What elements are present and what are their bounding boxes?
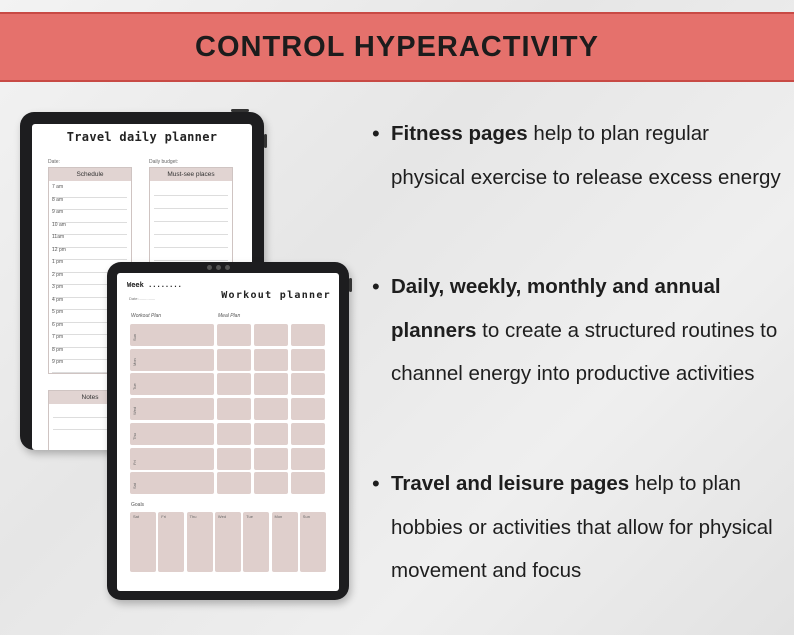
- day-label: Fri: [132, 459, 137, 465]
- meal-cell: [291, 423, 325, 445]
- meal-cell: [217, 423, 251, 445]
- goal-day-label: Fri: [161, 514, 166, 519]
- meal-plan-label: Meal Plan: [218, 313, 241, 319]
- meal-cell: [254, 349, 288, 371]
- schedule-time-row: 3 pm: [52, 284, 127, 298]
- workout-plan-label: Workout Plan: [131, 313, 162, 319]
- line: [154, 208, 228, 209]
- line: [154, 247, 228, 248]
- budget-label: Daily budget:: [149, 159, 179, 165]
- meal-cell: [291, 472, 325, 494]
- tablet-button: [349, 278, 352, 292]
- bullet-text: [391, 462, 781, 593]
- meal-cell: [254, 373, 288, 395]
- bullet-rest: help to plan hobbies or activities that allow for physical movement and focus: [391, 472, 773, 582]
- meal-cell: [254, 472, 288, 494]
- meal-cell: [291, 398, 325, 420]
- bullet-bold: Fitness pages: [391, 122, 528, 145]
- goal-day-label: Mon: [274, 514, 283, 519]
- goal-cell: [272, 512, 298, 572]
- line: [154, 260, 228, 261]
- workout-cell: [130, 349, 214, 371]
- schedule-time-row: 11am: [52, 234, 127, 248]
- day-label: Thu: [132, 432, 137, 440]
- goal-cell: [158, 512, 184, 572]
- tablet-button: [264, 134, 267, 148]
- meal-cell: [217, 324, 251, 346]
- workout-planner-title: Workout planner: [221, 290, 331, 301]
- goal-cell: [187, 512, 213, 572]
- date-label: Date:...............: [129, 296, 156, 301]
- schedule-header: Schedule: [49, 168, 131, 181]
- workout-cell: [130, 423, 214, 445]
- meal-cell: [254, 448, 288, 470]
- goal-day-label: Sun: [302, 514, 310, 519]
- title-banner: [0, 12, 794, 82]
- schedule-time-row: 10 am: [52, 222, 127, 236]
- schedule-time-row: 2 pm: [52, 272, 127, 286]
- goal-cell: [215, 512, 241, 572]
- day-label: Mon: [132, 357, 137, 366]
- schedule-time-row: 4 pm: [52, 297, 127, 311]
- date-label: Date:: [48, 159, 60, 165]
- day-label: Wed: [132, 406, 137, 416]
- meal-cell: [217, 398, 251, 420]
- meal-cell: [254, 423, 288, 445]
- day-label: Tue: [132, 383, 137, 391]
- bullet-rest: to create a structured routines to channel energy into productive activities: [391, 318, 778, 385]
- camera-icon: [207, 265, 230, 271]
- workout-cell: [130, 373, 214, 395]
- schedule-time-row: 7 pm: [52, 334, 127, 348]
- bullet-dot: •: [372, 274, 380, 299]
- meal-cell: [217, 448, 251, 470]
- goal-cell: [300, 512, 326, 572]
- schedule-time-row: 7 am: [52, 184, 127, 198]
- meal-cell: [217, 349, 251, 371]
- line: [154, 221, 228, 222]
- bullet-dot: •: [372, 471, 380, 496]
- bullet-bold: Daily, weekly, monthly and annual planners: [391, 275, 721, 342]
- meal-cell: [217, 373, 251, 395]
- schedule-time-row: 8 am: [52, 197, 127, 211]
- schedule-time-row: 5 pm: [52, 309, 127, 323]
- goal-cell: [130, 512, 156, 572]
- schedule-time-row: 9 am: [52, 209, 127, 223]
- schedule-time-row: 9 pm: [52, 359, 127, 373]
- schedule-time-row: 8 pm: [52, 347, 127, 361]
- week-label: Week ........: [127, 281, 182, 289]
- meal-cell: [254, 324, 288, 346]
- meal-cell: [291, 448, 325, 470]
- meal-cell: [291, 373, 325, 395]
- places-header: Must-see places: [150, 168, 232, 181]
- line: [154, 234, 228, 235]
- workout-cell: [130, 448, 214, 470]
- meal-cell: [217, 472, 251, 494]
- schedule-time-row: 1 pm: [52, 259, 127, 273]
- bullet-text: [391, 112, 781, 199]
- bullet-bold: Travel and leisure pages: [391, 472, 630, 495]
- workout-cell: [130, 324, 214, 346]
- meal-cell: [291, 324, 325, 346]
- places-box: [149, 167, 233, 271]
- workout-cell: [130, 472, 214, 494]
- meal-cell: [291, 349, 325, 371]
- tablet-button: [231, 109, 249, 112]
- meal-cell: [254, 398, 288, 420]
- workout-planner-tablet: [107, 262, 349, 600]
- goals-label: Goals: [131, 502, 145, 508]
- bullet-dot: •: [372, 121, 380, 146]
- schedule-time-row: 6 pm: [52, 322, 127, 336]
- goal-day-label: Wed: [217, 514, 227, 519]
- day-label: Sun: [132, 333, 137, 341]
- workout-planner-screen: [117, 273, 339, 591]
- goal-cell: [243, 512, 269, 572]
- page-title: CONTROL HYPERACTIVITY: [195, 30, 599, 63]
- goal-day-label: Thu: [189, 514, 197, 519]
- workout-cell: [130, 398, 214, 420]
- line: [154, 195, 228, 196]
- day-label: Sat: [132, 483, 137, 490]
- travel-planner-title: Travel daily planner: [66, 130, 218, 144]
- goal-day-label: Tue: [246, 514, 253, 519]
- goal-day-label: Sat: [133, 514, 140, 519]
- bullet-rest: help to plan regular physical exercise to release excess energy: [391, 122, 781, 189]
- bullet-text: [391, 265, 781, 396]
- notes-header: Notes: [49, 391, 131, 404]
- schedule-time-row: 12 pm: [52, 247, 127, 261]
